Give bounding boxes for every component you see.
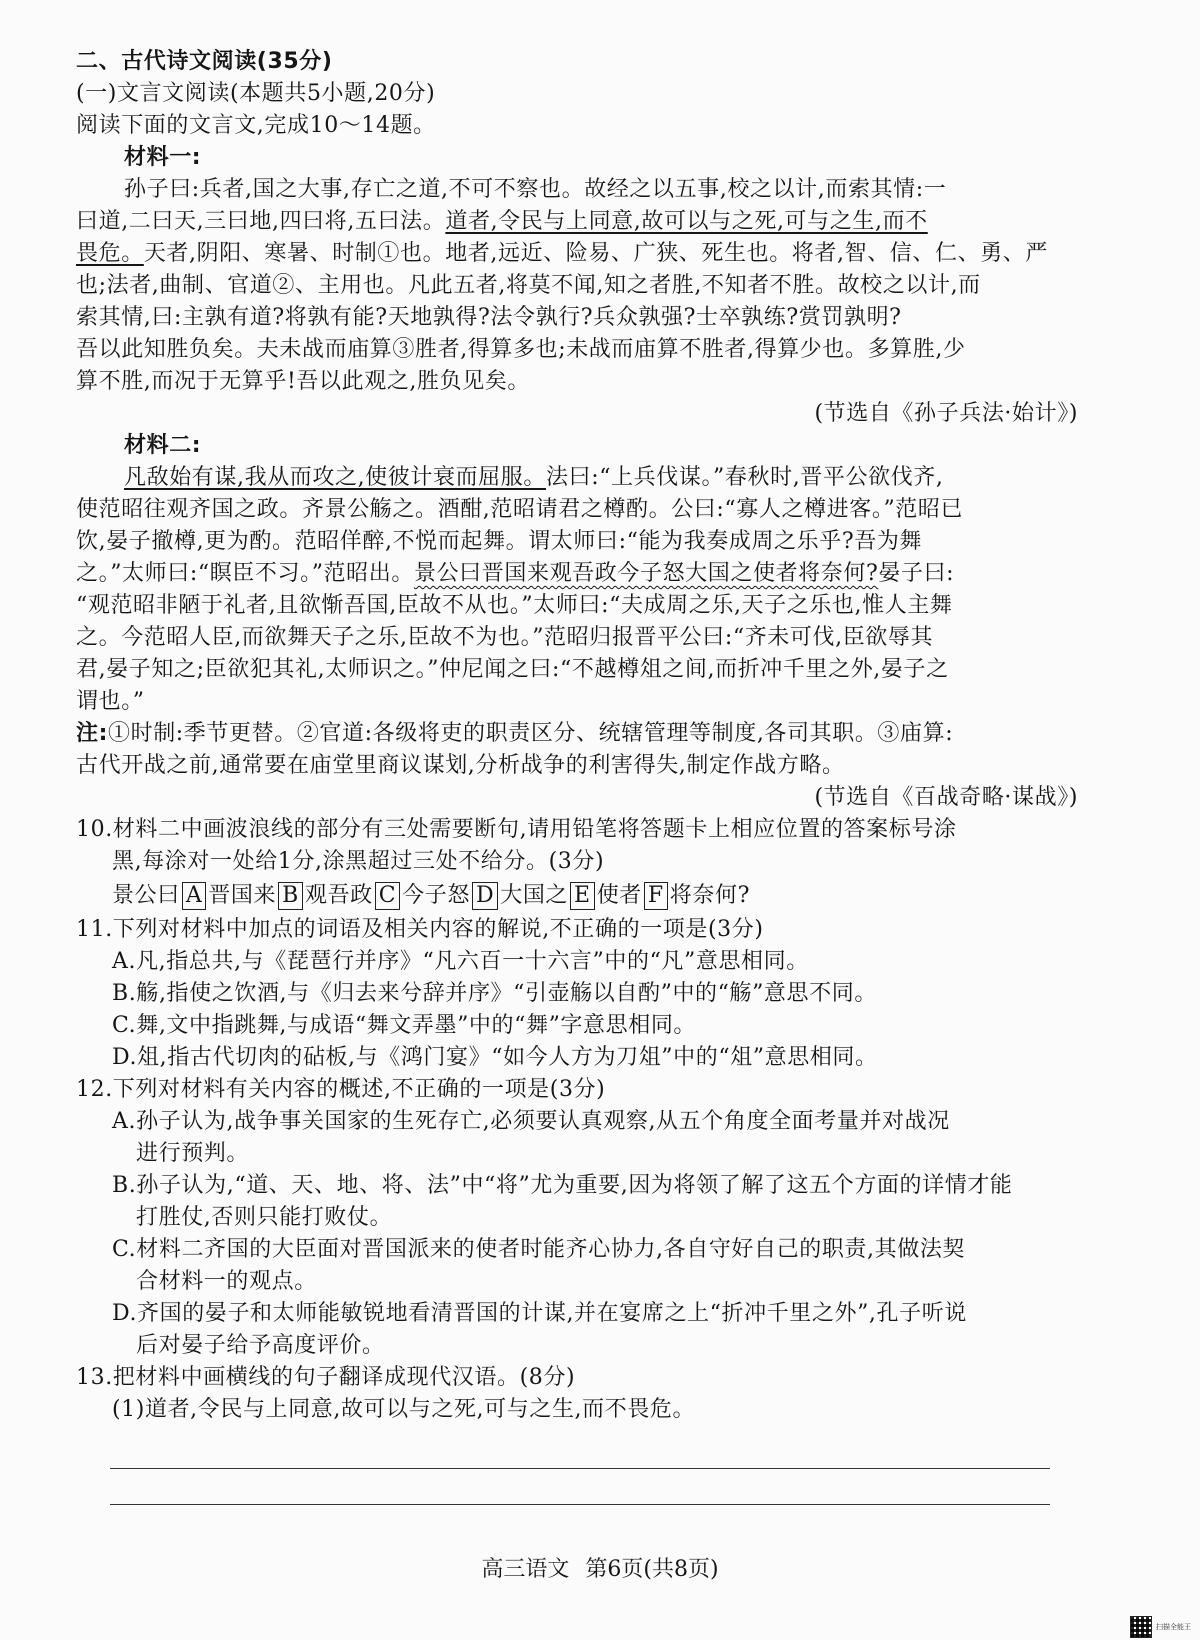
question-10-stem: 10.材料二中画波浪线的部分有三处需要断句,请用铅笔将答题卡上相应位置的答案标号涂 [76, 817, 957, 842]
question-11-option: D.俎,指古代切肉的砧板,与《鸿门宴》“如今人方为刀俎”中的“俎”意思相同。 [112, 1045, 878, 1070]
answer-line[interactable] [110, 1468, 1050, 1469]
question-12-option: A.孙子认为,战争事关国家的生死存亡,必须要认真观察,从五个角度全面考量并对战况 [112, 1109, 950, 1134]
scanner-watermark-text: 扫描全能王 [1156, 1623, 1191, 1631]
footer-subject: 高三语文 [481, 1557, 570, 1582]
question-12-option: C.材料二齐国的大臣面对晋国派来的使者时能齐心协力,各自守好自己的职责,其做法契 [112, 1237, 966, 1262]
question-13-stem: 13.把材料中画横线的句子翻译成现代汉语。(8分) [76, 1365, 576, 1390]
notes-label: 注: [76, 721, 108, 746]
material2-line: 谓也。” [76, 689, 145, 714]
material1-line: 曰道,二曰天,三曰地,四曰将,五曰法。道者,令民与上同意,故可以与之死,可与之生,而不 [76, 209, 928, 234]
material1-line: 算不胜,而况于无算乎!吾以此观之,胜负见矣。 [76, 369, 531, 394]
question-13-item1: (1)道者,令民与上同意,故可以与之死,可与之生,而不畏危。 [112, 1397, 696, 1422]
exam-page [76, 46, 1078, 1426]
question-11-option: B.觞,指使之饮酒,与《归去来兮辞并序》“引壶觞以自酌”中的“觞”意思不同。 [112, 981, 877, 1006]
material2-line: 之。”太师曰:“瞑臣不习。”范昭出。景公曰晋国来观吾政今子怒大国之使者将奈何?晏子曰: [76, 561, 955, 586]
underlined-sentence: 道者,令民与上同意,故可以与之死,可与之生,而不 [445, 209, 928, 234]
material2-line: 使范昭往观齐国之政。齐景公觞之。酒酣,范昭请君之樽酌。公曰:“寡人之樽进客。”范昭已 [76, 497, 964, 522]
question-10-stem: 黑,每涂对一处给1分,涂黑超过三处不给分。(3分) [112, 849, 605, 874]
notes: 注:①时制:季节更替。②官道:各级将吏的职责区分、统辖管理等制度,各司其职。③庙算: [76, 721, 954, 746]
material1-line: 吾以此知胜负矣。夫未战而庙算③胜者,得算多也;未战而庙算不胜者,得算少也。多算胜,少 [76, 337, 966, 362]
question-11-stem: 11.下列对材料中加点的词语及相关内容的解说,不正确的一项是(3分) [76, 917, 764, 942]
instruction: 阅读下面的文言文,完成10～14题。 [76, 113, 436, 138]
answer-box-b[interactable]: B [278, 882, 303, 910]
underlined-sentence: 凡敌始有谋,我从而攻之,使彼计衰而屈服。 [124, 465, 546, 490]
question-12-option: B.孙子认为,“道、天、地、将、法”中“将”尤为重要,因为将领了解了这五个方面的详情才能 [112, 1173, 1013, 1198]
scanner-watermark [1130, 1616, 1191, 1638]
subsection-title: (一)文言文阅读(本题共5小题,20分) [76, 81, 436, 106]
question-12-option-cont: 进行预判。 [136, 1141, 250, 1166]
question-12-option: D.齐国的晏子和太师能敏锐地看清晋国的计谋,并在宴席之上“折冲千里之外”,孔子听说 [112, 1301, 967, 1326]
material2-line: 凡敌始有谋,我从而攻之,使彼计衰而屈服。法曰:“上兵伐谋。”春秋时,晋平公欲伐齐, [124, 465, 944, 490]
question-10-options: 景公曰 A 晋国来 B 观吾政 C 今子怒 D 大国之 E 使者 F 将奈何? [112, 883, 750, 908]
material1-line: 索其情,曰:主孰有道?将孰有能?天地孰得?法令孰行?兵众孰强?士卒孰练?赏罚孰明? [76, 305, 902, 330]
question-12-stem: 12.下列对材料有关内容的概述,不正确的一项是(3分) [76, 1077, 606, 1102]
material2-line: 饮,晏子撤樽,更为酌。范昭佯醉,不悦而起舞。谓太师曰:“能为我奏成周之乐乎?吾为舞 [76, 529, 923, 554]
material1-line: 畏危。天者,阴阳、寒暑、时制①也。地者,远近、险易、广狭、死生也。将者,智、信、仁、勇、严 [76, 241, 1048, 266]
material1-heading: 材料一: [124, 145, 202, 170]
question-11-option: A.凡,指总共,与《琵琶行并序》“凡六百一十六言”中的“凡”意思相同。 [112, 949, 809, 974]
underlined-sentence: 畏危。 [76, 241, 144, 266]
question-12-option-cont: 后对晏子给予高度评价。 [136, 1333, 385, 1358]
material1-line: 也;法者,曲制、官道②、主用也。凡此五者,将莫不闻,知之者胜,不知者不胜。故校之以计,而 [76, 273, 981, 298]
qr-code-icon [1130, 1616, 1152, 1638]
answer-box-d[interactable]: D [472, 882, 498, 910]
question-12-option-cont: 打胜仗,否则只能打败仗。 [136, 1205, 393, 1230]
footer-page-number: 第6页(共8页) [585, 1557, 719, 1582]
material2-line: “观范昭非陋于礼者,且欲惭吾国,臣故不从也。”太师曰:“夫成周之乐,天子之乐也,惟人主舞 [76, 593, 953, 618]
answer-box-e[interactable]: E [570, 882, 595, 910]
answer-box-a[interactable]: A [182, 882, 207, 910]
answer-box-c[interactable]: C [375, 882, 400, 910]
question-11-option: C.舞,文中指跳舞,与成语“舞文弄墨”中的“舞”字意思相同。 [112, 1013, 697, 1038]
page-footer [0, 1552, 1200, 1583]
material2-source: (节选自《百战奇略·谋战》) [814, 785, 1078, 810]
section-title: 二、古代诗文阅读(35分) [76, 49, 333, 74]
wavy-line-sentence: 景公曰晋国来观吾政今子怒大国之使者将奈何? [413, 561, 879, 586]
material1-source: (节选自《孙子兵法·始计》) [814, 401, 1078, 426]
material2-line: 君,晏子知之;臣欲犯其礼,太师识之。”仲尼闻之曰:“不越樽俎之间,而折冲千里之外,晏子之 [76, 657, 949, 682]
question-12-option-cont: 合材料一的观点。 [136, 1269, 317, 1294]
answer-line[interactable] [110, 1504, 1050, 1505]
material2-heading: 材料二: [124, 433, 202, 458]
answer-box-f[interactable]: F [644, 882, 668, 910]
material2-line: 之。今范昭人臣,而欲舞天子之乐,臣故不为也。”范昭归报晋平公曰:“齐未可伐,臣欲辱其 [76, 625, 934, 650]
material1-line: 孙子曰:兵者,国之大事,存亡之道,不可不察也。故经之以五事,校之以计,而索其情:一 [124, 177, 947, 202]
notes-line: 古代开战之前,通常要在庙堂里商议谋划,分析战争的利害得失,制定作战方略。 [76, 753, 845, 778]
